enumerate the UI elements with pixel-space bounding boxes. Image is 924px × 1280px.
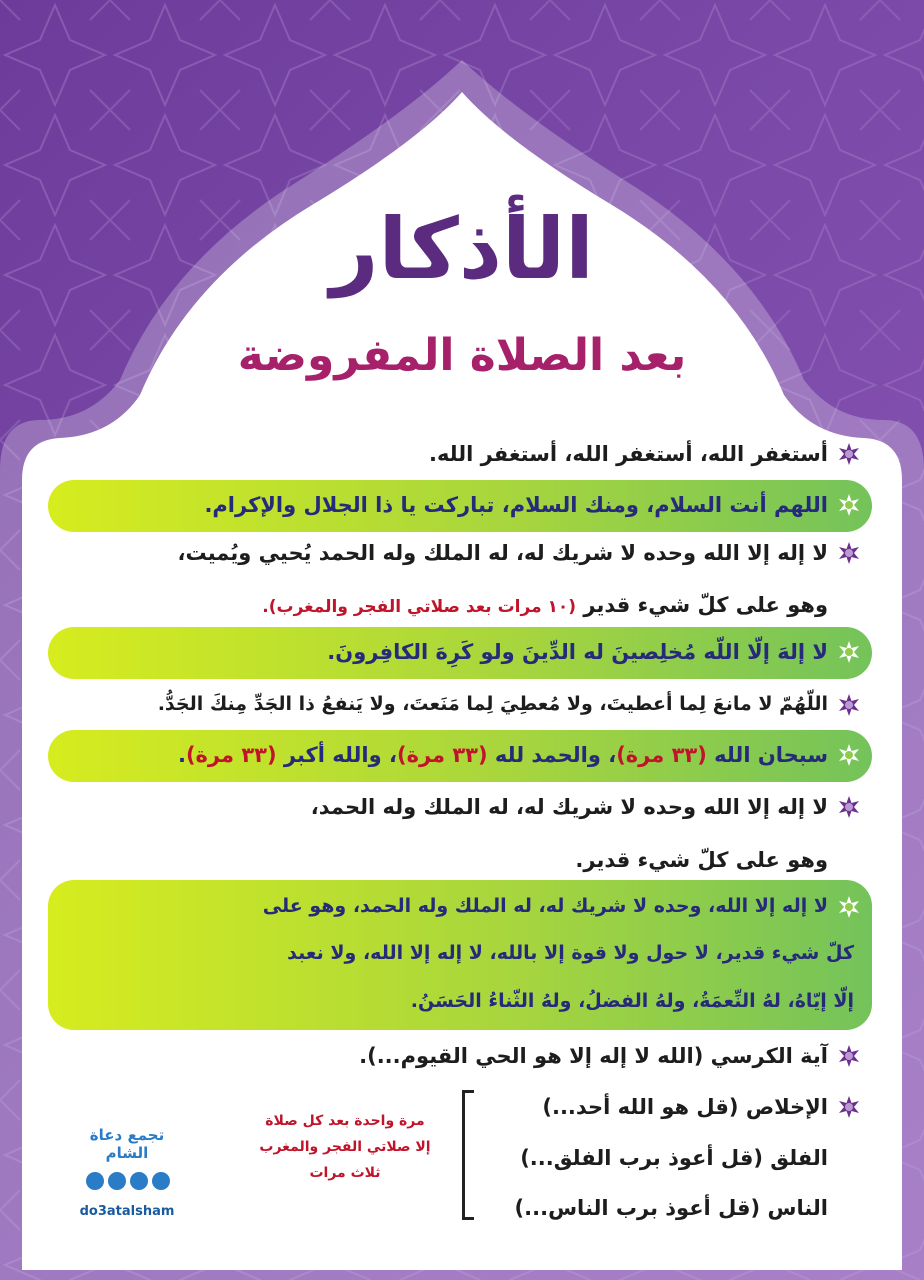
surah-ikhlas: الإخلاص (قل هو الله أحد...) — [542, 1095, 828, 1119]
surah-repeat-note — [240, 1108, 450, 1186]
star-bullet-icon — [838, 443, 860, 465]
tasbih-part1: سبحان الله — [714, 743, 828, 767]
dhikr-ayat-kursi: آية الكرسي (الله لا إله إلا هو الحي القيوم...). — [359, 1044, 828, 1068]
star-bullet-icon — [838, 896, 860, 918]
star-bullet-icon — [838, 641, 860, 663]
surah-nas: الناس (قل أعوذ برب الناس...) — [514, 1196, 828, 1220]
star-bullet-icon — [838, 542, 860, 564]
dhikr-la-mani: اللّهُمّ لا مانعَ لِما أعطيتَ، ولا مُعطِيَ لِما مَنَعتَ، ولا يَنفعُ ذا الجَدِّ مِنكَ الجَدُّ. — [157, 693, 828, 715]
surah-bracket — [462, 1090, 474, 1220]
brand-logo — [72, 1118, 182, 1198]
dhikr-tahlil-line1: لا إله إلا الله وحده لا شريك له، له الملك وله الحمد يُحيي ويُميت، — [177, 541, 828, 565]
dhikr-tahlil-line2 — [262, 593, 828, 617]
social-icons — [84, 1170, 170, 1192]
tasbih-count1: (٣٣ مرة) — [616, 743, 707, 767]
dhikr-tahlil2-line2: وهو على كلّ شيء قدير. — [575, 848, 828, 872]
star-bullet-icon — [838, 1096, 860, 1118]
star-bullet-icon — [838, 744, 860, 766]
takbir-count3: (٣٣ مرة) — [185, 743, 277, 767]
tasbih-end: . — [177, 743, 186, 767]
brand-handle: do3atalsham — [79, 1204, 175, 1219]
dhikr-salam: اللهم أنت السلام، ومنك السلام، تباركت يا ذا الجلال والإكرام. — [204, 493, 828, 517]
note-line3: ثلاث مرات — [309, 1165, 381, 1181]
tahmid-count2: (٣٣ مرة) — [396, 743, 488, 767]
logo-text: تجمع دعاة الشام — [89, 1126, 165, 1162]
star-bullet-icon — [838, 1045, 860, 1067]
dhikr-tahlil-count-note: (١٠ مرات بعد صلاتي الفجر والمغرب). — [262, 597, 577, 617]
dhikr-tahlil-text: وهو على كلّ شيء قدير — [583, 593, 828, 617]
star-bullet-icon — [838, 694, 860, 716]
dhikr-istighfar: أستغفر الله، أستغفر الله، أستغفر الله. — [428, 442, 828, 466]
dhikr-tahlil3-line1: لا إله إلا الله، وحده لا شريك له، له الملك وله الحمد، وهو على — [262, 895, 828, 917]
tahmid-part2: ، والحمد لله — [494, 743, 617, 767]
star-bullet-icon — [838, 796, 860, 818]
takbir-part3: ، والله أكبر — [283, 743, 397, 767]
dhikr-tahlil2-line1: لا إله إلا الله وحده لا شريك له، له الملك وله الحمد، — [310, 795, 828, 819]
dhikr-tahlil3-line2: كلّ شيء قدير، لا حول ولا قوة إلا بالله، لا إله إلا الله، ولا نعبد — [287, 942, 854, 964]
page-title: الأذكار — [330, 200, 594, 298]
dhikr-tahlil3-line3: إلّا إيّاهُ، لهُ النِّعمَةُ، ولهُ الفضلُ، ولهُ الثّناءُ الحَسَنُ. — [410, 990, 854, 1012]
dhikr-ikhlas-din: لا إلهَ إلّا اللّه مُخلِصينَ له الدِّينَ ولو كَرِهَ الكافِرونَ. — [327, 640, 828, 664]
dhikr-tasbih — [178, 743, 828, 767]
star-bullet-icon — [838, 494, 860, 516]
page-subtitle: بعد الصلاة المفروضة — [237, 330, 687, 381]
note-line1: مرة واحدة بعد كل صلاة — [265, 1113, 425, 1129]
note-line2: إلا صلاتي الفجر والمغرب — [259, 1139, 431, 1155]
surah-falaq: الفلق (قل أعوذ برب الفلق...) — [520, 1146, 828, 1170]
